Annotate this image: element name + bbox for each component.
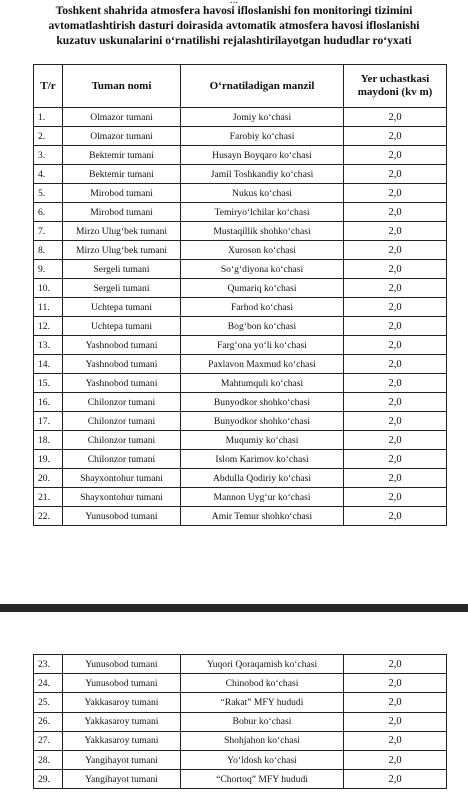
table-row — [34, 127, 447, 146]
cell-area: 2,0 — [344, 127, 447, 146]
table-row — [34, 336, 447, 355]
cell-area: 2,0 — [344, 412, 447, 431]
table-row — [34, 431, 447, 450]
page-separator — [0, 604, 468, 612]
table-row — [34, 712, 447, 731]
table-row — [34, 203, 447, 222]
cell-district: Yashnobod tumani — [63, 374, 181, 393]
cell-district: Yunusobod tumani — [63, 674, 181, 693]
cell-district: Chilonzor tumani — [63, 412, 181, 431]
table-row — [34, 146, 447, 165]
cell-district: Chilonzor tumani — [63, 450, 181, 469]
cell-address: Bunyodkor shohko‘chasi — [181, 412, 344, 431]
cell-address: Bobur ko‘chasi — [181, 712, 344, 731]
cell-index: 21. — [34, 488, 63, 507]
cell-district: Uchtepa tumani — [63, 298, 181, 317]
cell-area: 2,0 — [344, 731, 447, 750]
document-page-2 — [0, 612, 468, 809]
cell-district: Yunusobod tumani — [63, 655, 181, 674]
cell-index: 15. — [34, 374, 63, 393]
table-row — [34, 412, 447, 431]
cell-index: 23. — [34, 655, 63, 674]
cell-district: Yangihayot tumani — [63, 750, 181, 769]
table-row — [34, 374, 447, 393]
cell-area: 2,0 — [344, 674, 447, 693]
cell-area: 2,0 — [344, 222, 447, 241]
table-row — [34, 731, 447, 750]
cell-area: 2,0 — [344, 431, 447, 450]
cell-district: Bektemir tumani — [63, 146, 181, 165]
cell-district: Yangihayot tumani — [63, 770, 181, 789]
title-line-2: avtomatlashtirish dasturi doirasida avtomatik atmosfera havosi ifloslanishi — [48, 19, 420, 32]
cell-area: 2,0 — [344, 336, 447, 355]
cell-index: 29. — [34, 770, 63, 789]
cell-address: Jamil Toshkandiy ko‘chasi — [181, 165, 344, 184]
table-row — [34, 298, 447, 317]
header-address: O‘rnatiladigan manzil — [181, 65, 344, 108]
table-row — [34, 693, 447, 712]
cell-district: Yunusobod tumani — [63, 507, 181, 526]
cell-index: 25. — [34, 693, 63, 712]
header-area: Yer uchastkasi maydoni (kv m) — [344, 65, 447, 108]
cell-area: 2,0 — [344, 488, 447, 507]
cell-address: So‘g‘diyona ko‘chasi — [181, 260, 344, 279]
cell-address: Muqumiy ko‘chasi — [181, 431, 344, 450]
cell-area: 2,0 — [344, 355, 447, 374]
cell-address: Abdulla Qodiriy ko‘chasi — [181, 469, 344, 488]
cell-area: 2,0 — [344, 655, 447, 674]
cell-address: Bog‘bon ko‘chasi — [181, 317, 344, 336]
cell-index: 20. — [34, 469, 63, 488]
cell-area: 2,0 — [344, 184, 447, 203]
cell-index: 7. — [34, 222, 63, 241]
cell-index: 8. — [34, 241, 63, 260]
cell-area: 2,0 — [344, 712, 447, 731]
cell-address: Nukus ko‘chasi — [181, 184, 344, 203]
table-row — [34, 108, 447, 127]
cell-index: 19. — [34, 450, 63, 469]
cell-address: Husayn Boyqaro ko‘chasi — [181, 146, 344, 165]
cell-address: “Rakat” MFY hududi — [181, 693, 344, 712]
cell-area: 2,0 — [344, 241, 447, 260]
cell-address: Xuroson ko‘chasi — [181, 241, 344, 260]
cell-index: 27. — [34, 731, 63, 750]
table-row — [34, 355, 447, 374]
cell-area: 2,0 — [344, 770, 447, 789]
cell-index: 11. — [34, 298, 63, 317]
cell-index: 4. — [34, 165, 63, 184]
cell-index: 3. — [34, 146, 63, 165]
cell-address: Bunyodkor shohko‘chasi — [181, 393, 344, 412]
cell-index: 16. — [34, 393, 63, 412]
cell-index: 13. — [34, 336, 63, 355]
cell-district: Olmazor tumani — [63, 108, 181, 127]
cell-district: Mirzo Ulug‘bek tumani — [63, 222, 181, 241]
cell-area: 2,0 — [344, 507, 447, 526]
cell-address: Amir Temur shohko‘chasi — [181, 507, 344, 526]
locations-table-page-1 — [33, 64, 447, 526]
cell-area: 2,0 — [344, 260, 447, 279]
cell-district: Yakkasaroy tumani — [63, 693, 181, 712]
cell-address: Mahtumquli ko‘chasi — [181, 374, 344, 393]
cell-index: 9. — [34, 260, 63, 279]
cell-address: Qumariq ko‘chasi — [181, 279, 344, 298]
cell-index: 10. — [34, 279, 63, 298]
cell-area: 2,0 — [344, 298, 447, 317]
cell-index: 14. — [34, 355, 63, 374]
table-row — [34, 393, 447, 412]
cell-area: 2,0 — [344, 108, 447, 127]
title-line-3: kuzatuv uskunalarini o‘rnatilishi rejalashtirilayotgan hududlar ro‘yxati — [56, 34, 412, 47]
cell-district: Sergeli tumani — [63, 279, 181, 298]
table-row — [34, 469, 447, 488]
cell-address: Mannon Uyg‘ur ko‘chasi — [181, 488, 344, 507]
cell-address: Yo‘ldosh ko‘chasi — [181, 750, 344, 769]
cell-district: Chilonzor tumani — [63, 393, 181, 412]
cell-area: 2,0 — [344, 203, 447, 222]
table-row — [34, 165, 447, 184]
cell-district: Yashnobod tumani — [63, 355, 181, 374]
cell-area: 2,0 — [344, 146, 447, 165]
cell-district: Yakkasaroy tumani — [63, 712, 181, 731]
cell-address: Chinobod ko‘chasi — [181, 674, 344, 693]
document-title — [8, 0, 460, 48]
cell-address: “Chortoq” MFY hududi — [181, 770, 344, 789]
table-row — [34, 241, 447, 260]
cell-district: Uchtepa tumani — [63, 317, 181, 336]
cell-index: 26. — [34, 712, 63, 731]
table-row — [34, 279, 447, 298]
cell-area: 2,0 — [344, 279, 447, 298]
locations-table-page-2 — [33, 654, 447, 789]
cell-district: Bektemir tumani — [63, 165, 181, 184]
table-row — [34, 222, 447, 241]
cell-address: Farhod ko‘chasi — [181, 298, 344, 317]
table-row — [34, 750, 447, 769]
cell-area: 2,0 — [344, 469, 447, 488]
cell-index: 1. — [34, 108, 63, 127]
cell-district: Yakkasaroy tumani — [63, 731, 181, 750]
table-body-page-2 — [34, 655, 447, 789]
table-row — [34, 184, 447, 203]
cell-index: 28. — [34, 750, 63, 769]
cell-area: 2,0 — [344, 165, 447, 184]
cell-address: Farobiy ko‘chasi — [181, 127, 344, 146]
cell-index: 6. — [34, 203, 63, 222]
cell-area: 2,0 — [344, 317, 447, 336]
title-partial-line: … — [230, 0, 238, 5]
table-row — [34, 770, 447, 789]
table-row — [34, 674, 447, 693]
table-row — [34, 507, 447, 526]
cell-district: Yashnobod tumani — [63, 336, 181, 355]
title-line-1: Toshkent shahrida atmosfera havosi ifloslanishi fon monitoringi tizimini — [55, 4, 413, 17]
table-row — [34, 488, 447, 507]
cell-area: 2,0 — [344, 393, 447, 412]
cell-district: Mirobod tumani — [63, 184, 181, 203]
cell-area: 2,0 — [344, 693, 447, 712]
cell-address: Yuqori Qoraqamish ko‘chasi — [181, 655, 344, 674]
cell-index: 24. — [34, 674, 63, 693]
table-row — [34, 317, 447, 336]
cell-address: Islom Karimov ko‘chasi — [181, 450, 344, 469]
table-row — [34, 655, 447, 674]
cell-index: 17. — [34, 412, 63, 431]
cell-index: 2. — [34, 127, 63, 146]
cell-index: 22. — [34, 507, 63, 526]
cell-district: Shayxontohur tumani — [63, 469, 181, 488]
cell-address: Mustaqillik shohko‘chasi — [181, 222, 344, 241]
cell-district: Olmazor tumani — [63, 127, 181, 146]
cell-index: 5. — [34, 184, 63, 203]
cell-district: Mirobod tumani — [63, 203, 181, 222]
cell-district: Sergeli tumani — [63, 260, 181, 279]
header-index: T/r — [34, 65, 63, 108]
cell-address: Temiryo‘lchilar ko‘chasi — [181, 203, 344, 222]
cell-district: Chilonzor tumani — [63, 431, 181, 450]
cell-district: Shayxontohur tumani — [63, 488, 181, 507]
cell-address: Jomiy ko‘chasi — [181, 108, 344, 127]
cell-index: 12. — [34, 317, 63, 336]
cell-index: 18. — [34, 431, 63, 450]
cell-area: 2,0 — [344, 450, 447, 469]
table-row — [34, 450, 447, 469]
cell-address: Farg‘ona yo‘li ko‘chasi — [181, 336, 344, 355]
cell-area: 2,0 — [344, 750, 447, 769]
table-body-page-1 — [34, 108, 447, 526]
cell-address: Paxlavon Maxmud ko‘chasi — [181, 355, 344, 374]
header-district: Tuman nomi — [63, 65, 181, 108]
cell-district: Mirzo Ulug‘bek tumani — [63, 241, 181, 260]
table-row — [34, 260, 447, 279]
table-header-row — [34, 65, 447, 108]
cell-area: 2,0 — [344, 374, 447, 393]
cell-address: Shohjahon ko‘chasi — [181, 731, 344, 750]
